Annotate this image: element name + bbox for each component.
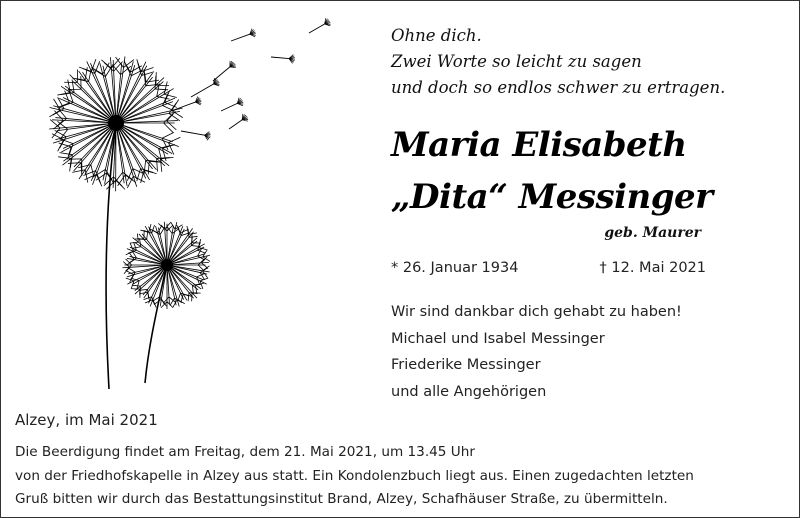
mourners-line: Michael und Isabel Messinger — [391, 330, 605, 347]
mourners-line: Wir sind dankbar dich gehabt zu haben! — [391, 304, 682, 320]
dandelion-icon — [41, 11, 341, 396]
name-line-1: Maria Elisabeth — [391, 125, 687, 165]
funeral-notice — [15, 441, 795, 512]
name-line-2: „Dita“ Messinger — [391, 177, 713, 217]
mourners — [391, 299, 791, 405]
poem-line: Zwei Worte so leicht zu sagen — [391, 52, 642, 71]
birth-date: * 26. Januar 1934 — [391, 260, 519, 276]
mourners-line: und alle Angehörigen — [391, 383, 547, 400]
poem — [391, 23, 791, 101]
deceased-name — [391, 119, 791, 223]
notice-line: von der Friedhofskapelle in Alzey aus statt. Ein Kondolenzbuch liegt aus. Einen zugedachten letzten — [15, 467, 694, 484]
poem-line: und doch so endlos schwer zu ertragen. — [391, 78, 726, 97]
flying-seeds — [171, 18, 331, 140]
mourners-line: Friederike Messinger — [391, 357, 541, 373]
death-date: † 12. Mai 2021 — [599, 260, 706, 276]
small-dandelion-head — [122, 222, 210, 309]
notice-line: Gruß bitten wir durch das Bestattungsinstitut Brand, Alzey, Schafhäuser Straße, zu übermitteln. — [15, 491, 668, 507]
birth-name: geb. Maurer — [604, 225, 701, 241]
place-and-date: Alzey, im Mai 2021 — [15, 411, 158, 429]
notice-line: Die Beerdigung findet am Freitag, dem 21. Mai 2021, um 13.45 Uhr — [15, 444, 475, 460]
large-dandelion-head — [49, 56, 183, 191]
poem-line: Ohne dich. — [391, 26, 482, 45]
